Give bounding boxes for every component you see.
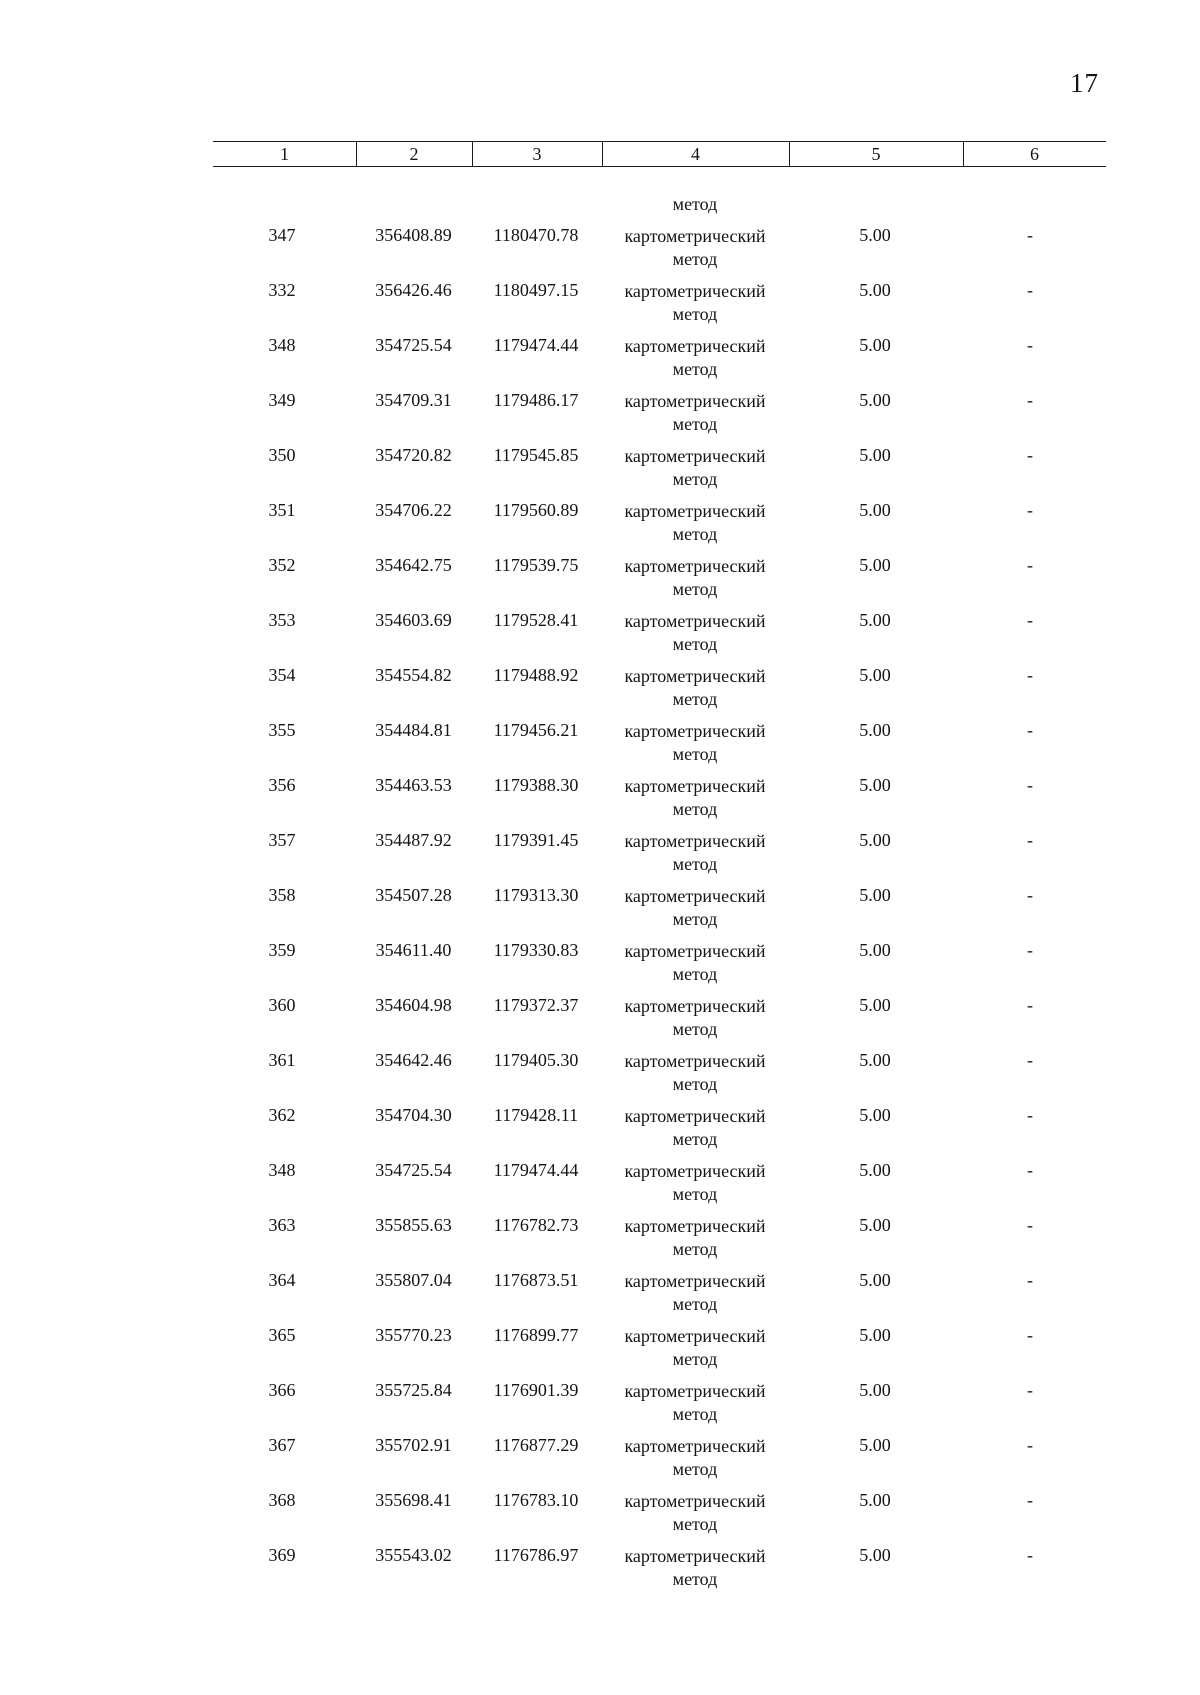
- coordinate-x: 355698.41: [375, 1490, 452, 1510]
- description-value: -: [1027, 390, 1033, 410]
- method-cell: [605, 1380, 785, 1426]
- coordinate-y: 1179391.45: [493, 830, 579, 850]
- coordinate-y: 1176786.97: [493, 1545, 579, 1565]
- method-cell: [605, 830, 785, 876]
- coordinate-y: 1179545.85: [493, 445, 579, 465]
- method-cell: [605, 280, 785, 326]
- method-cell: [605, 335, 785, 381]
- accuracy-value: 5.00: [859, 1270, 891, 1290]
- coordinate-y: 1179388.30: [493, 775, 579, 795]
- coordinate-x: 354706.22: [375, 500, 452, 520]
- coordinate-x: 354554.82: [375, 665, 452, 685]
- point-number: 367: [268, 1435, 296, 1455]
- table-row: [0, 883, 1200, 938]
- point-number: 347: [268, 225, 296, 245]
- description-value: -: [1027, 1215, 1033, 1235]
- method-cell: [605, 225, 785, 271]
- point-number: 352: [268, 555, 296, 575]
- point-number: 355: [268, 720, 296, 740]
- accuracy-value: 5.00: [859, 995, 891, 1015]
- method-line-2: метод: [672, 854, 718, 874]
- table-row: [0, 1543, 1200, 1598]
- description-value: -: [1027, 995, 1033, 1015]
- accuracy-value: 5.00: [859, 280, 891, 300]
- coordinate-y: 1180497.15: [493, 280, 579, 300]
- method-cell: [605, 995, 785, 1041]
- description-value: -: [1027, 1050, 1033, 1070]
- description-value: -: [1027, 775, 1033, 795]
- table-row: [0, 278, 1200, 333]
- header-cell-2: 2: [409, 144, 419, 164]
- accuracy-value: 5.00: [859, 1545, 891, 1565]
- coordinate-y: 1179539.75: [493, 555, 579, 575]
- point-number: 368: [268, 1490, 296, 1510]
- description-value: -: [1027, 1160, 1033, 1180]
- description-value: -: [1027, 555, 1033, 575]
- coordinate-y: 1176783.10: [493, 1490, 579, 1510]
- description-value: -: [1027, 1270, 1033, 1290]
- coordinate-y: 1179486.17: [493, 390, 579, 410]
- description-value: -: [1027, 830, 1033, 850]
- method-line-2: метод: [672, 689, 718, 709]
- method-line-1: картометрический: [624, 1436, 766, 1456]
- coordinate-y: 1179372.37: [493, 995, 579, 1015]
- table-row: [0, 608, 1200, 663]
- accuracy-value: 5.00: [859, 940, 891, 960]
- coordinate-x: 354484.81: [375, 720, 452, 740]
- point-number: 351: [268, 500, 296, 520]
- coordinate-x: 355855.63: [375, 1215, 452, 1235]
- method-line-2: метод: [672, 1459, 718, 1479]
- method-line-2: метод: [672, 1349, 718, 1369]
- method-line-1: картометрический: [624, 886, 766, 906]
- table-row: [0, 1103, 1200, 1158]
- accuracy-value: 5.00: [859, 775, 891, 795]
- description-value: -: [1027, 1325, 1033, 1345]
- coordinate-x: 354463.53: [375, 775, 452, 795]
- coordinate-x: 354725.54: [375, 335, 452, 355]
- coordinate-x: 355770.23: [375, 1325, 452, 1345]
- table-row: [0, 1158, 1200, 1213]
- accuracy-value: 5.00: [859, 1050, 891, 1070]
- accuracy-value: 5.00: [859, 1490, 891, 1510]
- accuracy-value: 5.00: [859, 1105, 891, 1125]
- method-line-2: метод: [672, 1404, 718, 1424]
- coordinate-x: 354704.30: [375, 1105, 452, 1125]
- method-line-2: метод: [672, 799, 718, 819]
- table-row: [0, 1488, 1200, 1543]
- table-row: [0, 1323, 1200, 1378]
- header-cell-1: 1: [280, 144, 289, 164]
- coordinate-y: 1179560.89: [493, 500, 579, 520]
- accuracy-value: 5.00: [859, 500, 891, 520]
- table-row: [0, 993, 1200, 1048]
- method-cell: [605, 1435, 785, 1481]
- point-number: 365: [268, 1325, 296, 1345]
- coordinate-y: 1179405.30: [493, 1050, 579, 1070]
- description-value: -: [1027, 885, 1033, 905]
- point-number: 363: [268, 1215, 296, 1235]
- coordinate-y: 1179488.92: [493, 665, 579, 685]
- method-line-1: картометрический: [624, 281, 766, 301]
- accuracy-value: 5.00: [859, 335, 891, 355]
- point-number: 360: [268, 995, 296, 1015]
- coordinate-x: 354487.92: [375, 830, 452, 850]
- description-value: -: [1027, 225, 1033, 245]
- accuracy-value: 5.00: [859, 1160, 891, 1180]
- method-line-2: метод: [672, 414, 718, 434]
- point-number: 362: [268, 1105, 296, 1125]
- table-row: [0, 1378, 1200, 1433]
- description-value: -: [1027, 940, 1033, 960]
- coordinate-x: 355807.04: [375, 1270, 452, 1290]
- method-line-2: метод: [672, 524, 718, 544]
- accuracy-value: 5.00: [859, 1325, 891, 1345]
- point-number: 348: [268, 1160, 296, 1180]
- table-row: [0, 828, 1200, 883]
- method-line-1: картометрический: [624, 1491, 766, 1511]
- method-line-1: картометрический: [624, 226, 766, 246]
- point-number: 364: [268, 1270, 296, 1290]
- point-number: 359: [268, 940, 296, 960]
- description-value: -: [1027, 1490, 1033, 1510]
- method-line-1: картометрический: [624, 721, 766, 741]
- method-line-1: картометрический: [624, 446, 766, 466]
- point-number: 366: [268, 1380, 296, 1400]
- method-line-2: метод: [672, 469, 718, 489]
- method-cell: [605, 940, 785, 986]
- table-row: [0, 333, 1200, 388]
- header-cell-6: 6: [1030, 144, 1039, 164]
- description-value: -: [1027, 335, 1033, 355]
- method-line-2: метод: [672, 304, 718, 324]
- coordinate-y: 1176782.73: [493, 1215, 579, 1235]
- method-line-2: метод: [672, 744, 718, 764]
- coordinate-y: 1179456.21: [493, 720, 579, 740]
- description-value: -: [1027, 1380, 1033, 1400]
- method-line-1: картометрический: [624, 336, 766, 356]
- coordinate-y: 1179528.41: [493, 610, 579, 630]
- coordinate-x: 354642.46: [375, 1050, 452, 1070]
- header-cell-4: 4: [691, 144, 700, 164]
- description-value: -: [1027, 500, 1033, 520]
- method-line-2: метод: [672, 1074, 718, 1094]
- coordinate-x: 356408.89: [375, 225, 452, 245]
- method-line-2: метод: [672, 1239, 718, 1259]
- method-line-1: картометрический: [624, 1161, 766, 1181]
- method-line-1: картометрический: [624, 1051, 766, 1071]
- coordinate-x: 354720.82: [375, 445, 452, 465]
- coordinate-x: 354709.31: [375, 390, 452, 410]
- header-cell-3: 3: [532, 144, 542, 164]
- method-line-1: картометрический: [624, 1381, 766, 1401]
- point-number: 349: [268, 390, 296, 410]
- table-row: [0, 553, 1200, 608]
- table-header: [213, 141, 1106, 167]
- coordinate-x: 355543.02: [375, 1545, 452, 1565]
- method-cell: [605, 1160, 785, 1206]
- method-line-1: картометрический: [624, 1546, 766, 1566]
- point-number: 356: [268, 775, 296, 795]
- table-row: [0, 663, 1200, 718]
- point-number: 357: [268, 830, 296, 850]
- accuracy-value: 5.00: [859, 1435, 891, 1455]
- method-line-2: метод: [672, 964, 718, 984]
- method-cell: [605, 885, 785, 931]
- point-number: 361: [268, 1050, 296, 1070]
- coordinate-y: 1176873.51: [493, 1270, 579, 1290]
- coordinate-y: 1179313.30: [493, 885, 579, 905]
- table-row: [0, 773, 1200, 828]
- coordinate-y: 1179330.83: [493, 940, 579, 960]
- method-line-2: метод: [672, 1514, 718, 1534]
- accuracy-value: 5.00: [859, 885, 891, 905]
- coordinate-x: 354725.54: [375, 1160, 452, 1180]
- method-line-2: метод: [672, 1184, 718, 1204]
- description-value: -: [1027, 1545, 1033, 1565]
- method-cell: [605, 390, 785, 436]
- accuracy-value: 5.00: [859, 610, 891, 630]
- method-line-1: картометрический: [624, 666, 766, 686]
- coordinate-y: 1179474.44: [493, 1160, 579, 1180]
- method-cell: [605, 610, 785, 656]
- method-cell: [605, 1050, 785, 1096]
- coordinate-x: 354604.98: [375, 995, 452, 1015]
- method-cell: [605, 720, 785, 766]
- point-number: 369: [268, 1545, 296, 1565]
- table-row: [0, 498, 1200, 553]
- point-number: 350: [268, 445, 296, 465]
- method-line-2: метод: [672, 909, 718, 929]
- point-number: 348: [268, 335, 296, 355]
- method-cell: [605, 775, 785, 821]
- coordinate-x: 354642.75: [375, 555, 452, 575]
- description-value: -: [1027, 1105, 1033, 1125]
- accuracy-value: 5.00: [859, 555, 891, 575]
- accuracy-value: 5.00: [859, 720, 891, 740]
- method-cell: [605, 1490, 785, 1536]
- coordinate-y: 1179474.44: [493, 335, 579, 355]
- description-value: -: [1027, 665, 1033, 685]
- coordinate-y: 1176877.29: [493, 1435, 579, 1455]
- method-line-2: метод: [672, 1019, 718, 1039]
- coordinate-x: 356426.46: [375, 280, 452, 300]
- accuracy-value: 5.00: [859, 1215, 891, 1235]
- table-row: [0, 443, 1200, 498]
- continued-cell-text: метод: [672, 194, 718, 214]
- accuracy-value: 5.00: [859, 445, 891, 465]
- point-number: 353: [268, 610, 296, 630]
- method-line-1: картометрический: [624, 1216, 766, 1236]
- method-cell: [605, 1105, 785, 1151]
- point-number: 358: [268, 885, 296, 905]
- description-value: -: [1027, 1435, 1033, 1455]
- description-value: -: [1027, 445, 1033, 465]
- accuracy-value: 5.00: [859, 1380, 891, 1400]
- coordinate-y: 1180470.78: [493, 225, 579, 245]
- method-line-2: метод: [672, 1569, 718, 1589]
- method-line-2: метод: [672, 634, 718, 654]
- table-row: [0, 938, 1200, 993]
- method-cell: [605, 1270, 785, 1316]
- method-line-1: картометрический: [624, 1271, 766, 1291]
- table-row: [0, 1213, 1200, 1268]
- method-line-1: картометрический: [624, 831, 766, 851]
- page-number: 17: [1070, 68, 1099, 98]
- method-cell: [605, 555, 785, 601]
- method-line-2: метод: [672, 579, 718, 599]
- method-cell: [605, 1325, 785, 1371]
- method-line-2: метод: [672, 359, 718, 379]
- table-body: [0, 223, 1200, 1598]
- method-line-1: картометрический: [624, 941, 766, 961]
- description-value: -: [1027, 280, 1033, 300]
- method-line-1: картометрический: [624, 996, 766, 1016]
- coordinate-y: 1176899.77: [493, 1325, 579, 1345]
- method-line-2: метод: [672, 1129, 718, 1149]
- coordinate-x: 354603.69: [375, 610, 452, 630]
- method-cell: [605, 445, 785, 491]
- coordinate-y: 1176901.39: [493, 1380, 579, 1400]
- description-value: -: [1027, 610, 1033, 630]
- accuracy-value: 5.00: [859, 665, 891, 685]
- coordinate-x: 355702.91: [375, 1435, 452, 1455]
- coordinate-x: 355725.84: [375, 1380, 452, 1400]
- point-number: 332: [268, 280, 296, 300]
- method-cell: [605, 1545, 785, 1591]
- method-cell: [605, 665, 785, 711]
- method-cell: [605, 500, 785, 546]
- coordinate-x: 354611.40: [375, 940, 452, 960]
- method-line-1: картометрический: [624, 611, 766, 631]
- method-line-1: картометрический: [624, 1326, 766, 1346]
- method-line-1: картометрический: [624, 501, 766, 521]
- description-value: -: [1027, 720, 1033, 740]
- coordinate-x: 354507.28: [375, 885, 452, 905]
- table-row: [0, 1268, 1200, 1323]
- method-line-1: картометрический: [624, 556, 766, 576]
- method-line-1: картометрический: [624, 391, 766, 411]
- method-line-2: метод: [672, 249, 718, 269]
- table-row: [0, 1433, 1200, 1488]
- accuracy-value: 5.00: [859, 830, 891, 850]
- accuracy-value: 5.00: [859, 225, 891, 245]
- table-row: [0, 1048, 1200, 1103]
- table-row: [0, 718, 1200, 773]
- table-row: [0, 388, 1200, 443]
- accuracy-value: 5.00: [859, 390, 891, 410]
- method-cell: [605, 1215, 785, 1261]
- method-line-2: метод: [672, 1294, 718, 1314]
- method-line-1: картометрический: [624, 1106, 766, 1126]
- table-row: [0, 223, 1200, 278]
- header-cell-5: 5: [871, 144, 881, 164]
- coordinate-y: 1179428.11: [493, 1105, 579, 1125]
- point-number: 354: [268, 665, 296, 685]
- method-line-1: картометрический: [624, 776, 766, 796]
